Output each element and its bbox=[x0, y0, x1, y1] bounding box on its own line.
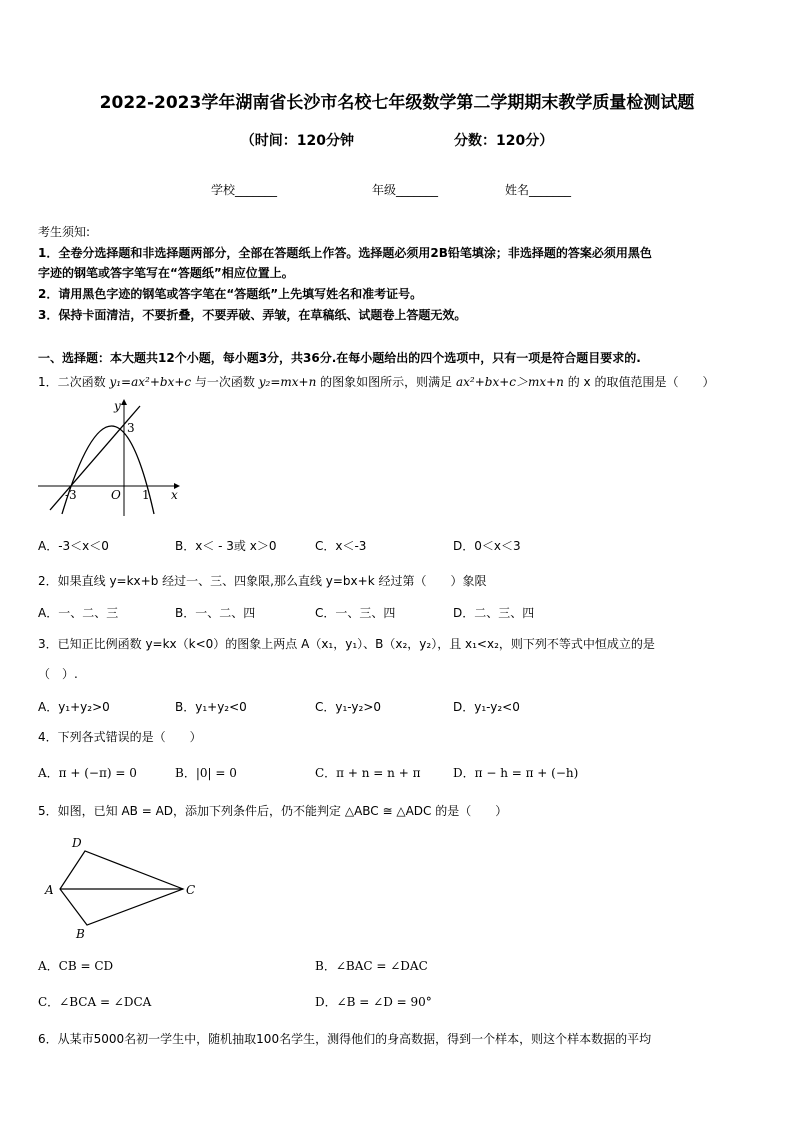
q4-stem: 4．下列各式错误的是（ ） bbox=[38, 730, 202, 744]
q5-option-d: D．∠B = ∠D = 90° bbox=[315, 995, 432, 1009]
exam-meta bbox=[0, 130, 794, 150]
q2-option-b: B．一、二、四 bbox=[175, 606, 256, 620]
label-neg3: -3 bbox=[65, 488, 77, 502]
y-label: y bbox=[114, 399, 121, 413]
q2-option-d: D．二、三、四 bbox=[453, 606, 535, 620]
section-heading: 一、选择题：本大题共12个小题，每小题3分，共36分.在每小题给出的四个选项中，只有一项是符合题目要求的. bbox=[38, 351, 641, 365]
q1-option-d: D．0＜x＜3 bbox=[453, 539, 521, 553]
q3-option-b: B．y₁+y₂<0 bbox=[175, 700, 247, 714]
q3-option-d: D．y₁-y₂<0 bbox=[453, 700, 520, 714]
origin-label: O bbox=[111, 488, 121, 502]
q4-option-a: A．π + (−π) = 0 bbox=[38, 766, 137, 780]
q3-option-c: C．y₁-y₂>0 bbox=[315, 700, 382, 714]
label-1: 1 bbox=[142, 488, 150, 502]
q4-option-c: C．π + n = n + π bbox=[315, 766, 421, 780]
vertex-d: D bbox=[72, 836, 82, 850]
grade-field: 年级_______ bbox=[372, 183, 439, 197]
notice-heading: 考生须知: bbox=[38, 225, 91, 239]
q5-option-b: B．∠BAC = ∠DAC bbox=[315, 959, 428, 973]
notice-item: 1．全卷分选择题和非选择题两部分，全部在答题纸上作答。选择题必须用2B铅笔填涂；非选择题的答案必须用黑色 bbox=[38, 246, 652, 260]
q6-stem: 6．从某市5000名初一学生中，随机抽取100名学生，测得他们的身高数据，得到一个样本，则这个样本数据的平均 bbox=[38, 1032, 652, 1046]
vertex-a: A bbox=[45, 883, 54, 897]
page-title: 2022-2023学年湖南省长沙市名校七年级数学第二学期期末教学质量检测试题 bbox=[99, 93, 695, 113]
quadrilateral bbox=[60, 851, 183, 925]
q2-option-c: C．一、三、四 bbox=[315, 606, 396, 620]
vertex-c: C bbox=[186, 883, 196, 897]
q1-option-c: C．x＜-3 bbox=[315, 539, 367, 553]
q1-graph bbox=[36, 396, 186, 520]
exam-score: 分数：120分） bbox=[454, 133, 554, 149]
notice-item: 2．请用黑色字迹的钢笔或答字笔在“答题纸”上先填写姓名和准考证号。 bbox=[38, 287, 423, 301]
q5-stem: 5．如图，已知 AB = AD，添加下列条件后，仍不能判定 △ABC ≅ △ADC 的是（ ） bbox=[38, 804, 508, 818]
vertex-b: B bbox=[76, 927, 85, 941]
q2-stem: 2．如果直线 y=kx+b 经过一、三、四象限,那么直线 y=bx+k 经过第（ ）象限 bbox=[38, 574, 487, 588]
label-3: 3 bbox=[127, 421, 135, 435]
notice-item: 3．保持卡面清洁，不要折叠，不要弄破、弄皱，在草稿纸、试题卷上答题无效。 bbox=[38, 308, 467, 322]
exam-time: （时间：120分钟 bbox=[240, 133, 354, 149]
q5-figure bbox=[36, 834, 206, 944]
name-field: 姓名_______ bbox=[505, 183, 572, 197]
q3-stem: 3．已知正比例函数 y=kx（k<0）的图象上两点 A（x₁，y₁）、B（x₂，y₂），且 x₁<x₂，则下列不等式中恒成立的是 bbox=[38, 637, 655, 651]
q4-option-b: B．|0| = 0 bbox=[175, 766, 237, 780]
notice-item: 字迹的钢笔或答字笔写在“答题纸”相应位置上。 bbox=[38, 266, 294, 280]
q1-stem: 1．二次函数 y₁=ax²+bx+c 与一次函数 y₂=mx+n 的图象如图所示，则满足 ax²+bx+c＞mx+n 的 x 的取值范围是（ ） bbox=[38, 375, 715, 389]
school-field: 学校_______ bbox=[211, 183, 278, 197]
q3-option-a: A．y₁+y₂>0 bbox=[38, 700, 110, 714]
q2-option-a: A．一、二、三 bbox=[38, 606, 119, 620]
x-label: x bbox=[171, 488, 178, 502]
q1-option-a: A．-3＜x＜0 bbox=[38, 539, 109, 553]
q5-option-c: C．∠BCA = ∠DCA bbox=[38, 995, 152, 1009]
q1-option-b: B．x＜ - 3或 x＞0 bbox=[175, 539, 277, 553]
y-axis-arrow bbox=[121, 399, 127, 405]
q3-stem-cont: （ ）. bbox=[38, 667, 78, 681]
q4-option-d: D．π − h = π + (−h) bbox=[453, 766, 579, 780]
q5-option-a: A．CB = CD bbox=[38, 959, 114, 973]
